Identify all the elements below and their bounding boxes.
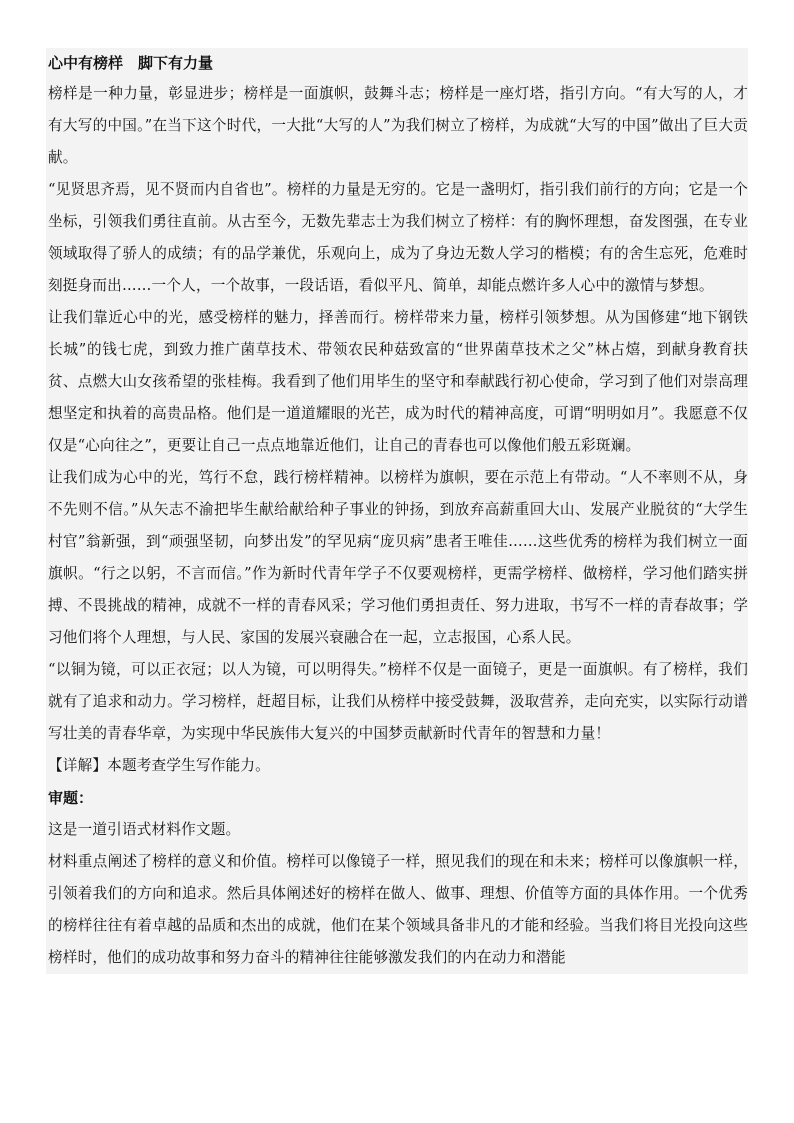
essay-title: 心中有榜样 脚下有力量 — [48, 54, 214, 72]
essay-paragraph-2: “见贤思齐焉，见不贤而内自省也”。榜样的力量是无穷的。它是一盏明灯，指引我们前行的方向；它是一个坐标，引领我们勇往直前。从古至今，无数先辈志士为我们树立了榜样：有的胸怀理想，奋发图强，在专业领域取得了骄人的成绩；有的品学兼优，乐观向上，成为了身边无数人学习的楷模；有的舍生忘死，危难时刻挺身而出……一个人，一个故事，一段话语，看似平凡、简单，却能点燃许多人心中的激情与梦想。 — [48, 181, 748, 294]
detail-note: 【详解】本题考查学生写作能力。 — [48, 757, 270, 774]
review-paragraph-1: 这是一道引语式材料作文题。 — [48, 821, 241, 838]
document-page — [46, 48, 748, 974]
essay-paragraph-3: 让我们靠近心中的光，感受榜样的魅力，择善而行。榜样带来力量，榜样引领梦想。从为国修建“地下钢铁长城”的钱七虎，到致力推广菌草技术、带领农民种菇致富的“世界菌草技术之父”林占熺，到献身教育扶贫、点燃大山女孩希望的张桂梅。我看到了他们用毕生的坚守和奉献践行初心使命，学习到了他们对崇高理想坚定和执着的高贵品格。他们是一道道耀眼的光芒，成为时代的精神高度，可谓“明明如月”。我愿意不仅仅是“心向往之”，更要让自己一点点地靠近他们，让自己的青春也可以像他们般五彩斑斓。 — [48, 309, 748, 454]
essay-paragraph-4: 让我们成为心中的光，笃行不怠，践行榜样精神。以榜样为旗帜，要在示范上有带动。“人不率则不从，身不先则不信。”从矢志不渝把毕生献给献给种子事业的钟扬，到放弃高薪重回大山、发展产业脱贫的“大学生村官”翁新强，到“顽强坚韧，向梦出发”的罕见病“庞贝病”患者王唯佳……这些优秀的榜样为我们树立一面旗帜。“行之以躬，不言而信。”作为新时代青年学子不仅要观榜样，更需学榜样、做榜样，学习他们踏实拼搏、不畏挑战的精神，成就不一样的青春风采；学习他们勇担责任、努力进取，书写不一样的青春故事；学习他们将个人理想，与人民、家国的发展兴衰融合在一起，立志报国，心系人民。 — [48, 469, 748, 646]
essay-paragraph-5: “以铜为镜，可以正衣冠；以人为镜，可以明得失。”榜样不仅是一面镜子，更是一面旗帜。有了榜样，我们就有了追求和动力。学习榜样，赶超目标，让我们从榜样中接受鼓舞，汲取营养，走向充实，以实际行动谱写壮美的青春华章，为实现中华民族伟大复兴的中国梦贡献新时代青年的智慧和力量！ — [48, 661, 748, 742]
review-heading: 审题： — [48, 789, 94, 807]
essay-paragraph-1: 榜样是一种力量，彰显进步；榜样是一面旗帜，鼓舞斗志；榜样是一座灯塔，指引方向。“有大写的人，才有大写的中国。”在当下这个时代，一大批“大写的人”为我们树立了榜样，为成就“大写的中国”做出了巨大贡献。 — [48, 85, 748, 166]
review-paragraph-2: 材料重点阐述了榜样的意义和价值。榜样可以像镜子一样，照见我们的现在和未来；榜样可以像旗帜一样，引领着我们的方向和追求。然后具体阐述好的榜样在做人、做事、理想、价值等方面的具体作用。一个优秀的榜样往往有着卓越的品质和杰出的成就，他们在某个领域具备非凡的才能和经验。当我们将目光投向这些榜样时，他们的成功故事和努力奋斗的精神往往能够激发我们的内在动力和潜能 — [48, 853, 748, 966]
